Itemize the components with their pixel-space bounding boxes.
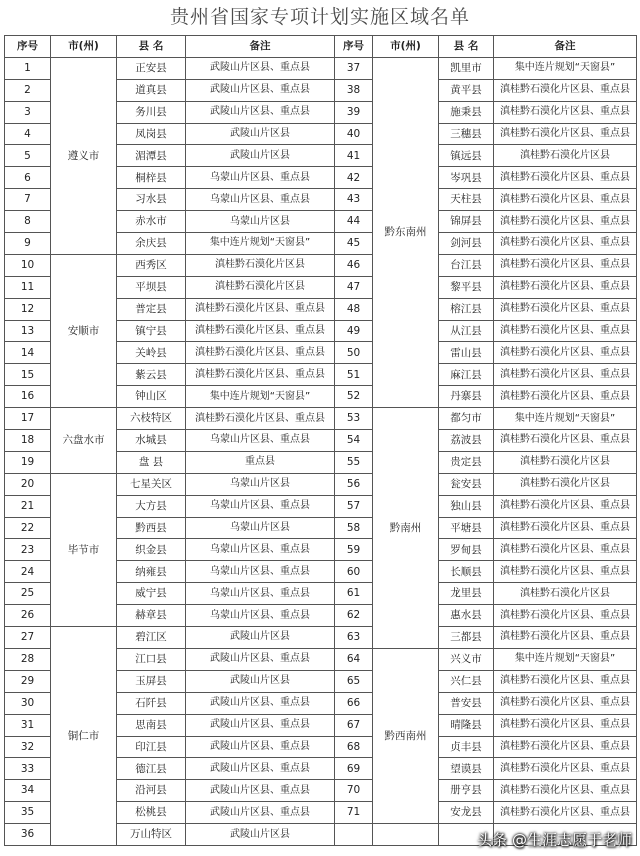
- county-cell: 紫云县: [117, 364, 186, 386]
- seq-cell: 21: [5, 495, 51, 517]
- note-cell: 滇桂黔石漠化片区县、重点县: [494, 517, 637, 539]
- county-cell: 水城县: [117, 430, 186, 452]
- county-cell: 施秉县: [439, 101, 494, 123]
- county-cell: 天柱县: [439, 189, 494, 211]
- seq-cell: 18: [5, 430, 51, 452]
- county-cell: 镇宁县: [117, 320, 186, 342]
- county-cell: 三穗县: [439, 123, 494, 145]
- seq-cell: 19: [5, 451, 51, 473]
- county-cell: 盘 县: [117, 451, 186, 473]
- county-cell: 习水县: [117, 189, 186, 211]
- seq-cell: 55: [335, 451, 373, 473]
- note-cell: 滇桂黔石漠化片区县、重点县: [494, 430, 637, 452]
- county-cell: 长顺县: [439, 561, 494, 583]
- seq-cell: 54: [335, 430, 373, 452]
- county-cell: 安龙县: [439, 802, 494, 824]
- seq-cell: 34: [5, 780, 51, 802]
- header-seq: 序号: [335, 36, 373, 58]
- seq-cell: 25: [5, 583, 51, 605]
- seq-cell: 42: [335, 167, 373, 189]
- seq-cell: 20: [5, 473, 51, 495]
- county-cell: 黔西县: [117, 517, 186, 539]
- table-row: [5, 57, 637, 79]
- seq-cell: 3: [5, 101, 51, 123]
- seq-cell: 40: [335, 123, 373, 145]
- county-cell: 关岭县: [117, 342, 186, 364]
- county-cell: 丹寨县: [439, 386, 494, 408]
- note-cell: 滇桂黔石漠化片区县、重点县: [494, 342, 637, 364]
- seq-cell: 49: [335, 320, 373, 342]
- note-cell: 滇桂黔石漠化片区县、重点县: [494, 364, 637, 386]
- county-cell: 普安县: [439, 692, 494, 714]
- county-cell: 贵定县: [439, 451, 494, 473]
- note-cell: 集中连片规划“天窗县”: [186, 386, 335, 408]
- county-cell: 普定县: [117, 298, 186, 320]
- seq-cell: 61: [335, 583, 373, 605]
- note-cell: 滇桂黔石漠化片区县、重点县: [494, 298, 637, 320]
- note-cell: 滇桂黔石漠化片区县、重点县: [494, 802, 637, 824]
- county-cell: 黎平县: [439, 276, 494, 298]
- header-county: 县 名: [117, 36, 186, 58]
- seq-cell: 36: [5, 824, 51, 846]
- county-cell: 三都县: [439, 627, 494, 649]
- county-cell: 万山特区: [117, 824, 186, 846]
- note-cell: 武陵山片区县、重点县: [186, 802, 335, 824]
- county-cell: 赤水市: [117, 211, 186, 233]
- city-cell: 遵义市: [51, 57, 117, 254]
- note-cell: 滇桂黔石漠化片区县、重点县: [494, 736, 637, 758]
- seq-cell: 44: [335, 211, 373, 233]
- county-cell: 从江县: [439, 320, 494, 342]
- table-row: [5, 627, 637, 649]
- county-cell: 七星关区: [117, 473, 186, 495]
- table-row: [5, 254, 637, 276]
- note-cell: 滇桂黔石漠化片区县、重点县: [494, 561, 637, 583]
- note-cell: 武陵山片区县、重点县: [186, 79, 335, 101]
- seq-cell: 10: [5, 254, 51, 276]
- seq-cell: 23: [5, 539, 51, 561]
- city-cell: 黔西南州: [373, 648, 439, 823]
- table-row: [5, 408, 637, 430]
- seq-cell: 64: [335, 648, 373, 670]
- note-cell: 滇桂黔石漠化片区县: [494, 473, 637, 495]
- seq-cell: 29: [5, 670, 51, 692]
- county-cell: 桐梓县: [117, 167, 186, 189]
- seq-cell: 41: [335, 145, 373, 167]
- note-cell: 集中连片规划“天窗县”: [494, 408, 637, 430]
- note-cell: 乌蒙山片区县、重点县: [186, 495, 335, 517]
- county-cell: 德江县: [117, 758, 186, 780]
- county-cell: 凯里市: [439, 57, 494, 79]
- seq-cell: 62: [335, 605, 373, 627]
- seq-cell: 38: [335, 79, 373, 101]
- note-cell: 乌蒙山片区县: [186, 517, 335, 539]
- county-cell: 榕江县: [439, 298, 494, 320]
- seq-cell: 37: [335, 57, 373, 79]
- header-city: 市(州): [373, 36, 439, 58]
- seq-cell: 51: [335, 364, 373, 386]
- seq-cell: 6: [5, 167, 51, 189]
- note-cell: 乌蒙山片区县、重点县: [186, 583, 335, 605]
- seq-cell: 24: [5, 561, 51, 583]
- note-cell: 滇桂黔石漠化片区县、重点县: [494, 123, 637, 145]
- seq-cell: 7: [5, 189, 51, 211]
- note-cell: 滇桂黔石漠化片区县、重点县: [494, 386, 637, 408]
- note-cell: 滇桂黔石漠化片区县: [186, 276, 335, 298]
- note-cell: 集中连片规划“天窗县”: [186, 233, 335, 255]
- county-cell: 龙里县: [439, 583, 494, 605]
- header-note: 备注: [186, 36, 335, 58]
- note-cell: 武陵山片区县: [186, 627, 335, 649]
- seq-cell: 1: [5, 57, 51, 79]
- note-cell: 乌蒙山片区县: [186, 473, 335, 495]
- note-cell: 滇桂黔石漠化片区县、重点县: [494, 211, 637, 233]
- note-cell: 滇桂黔石漠化片区县、重点县: [494, 254, 637, 276]
- seq-cell: 63: [335, 627, 373, 649]
- note-cell: 滇桂黔石漠化片区县、重点县: [186, 364, 335, 386]
- note-cell: 滇桂黔石漠化片区县、重点县: [494, 714, 637, 736]
- note-cell: 滇桂黔石漠化片区县、重点县: [494, 320, 637, 342]
- note-cell: 乌蒙山片区县、重点县: [186, 430, 335, 452]
- seq-cell: 48: [335, 298, 373, 320]
- seq-cell: 12: [5, 298, 51, 320]
- header-city: 市(州): [51, 36, 117, 58]
- county-cell: 沿河县: [117, 780, 186, 802]
- header-county: 县 名: [439, 36, 494, 58]
- seq-cell: 2: [5, 79, 51, 101]
- county-cell: 荔波县: [439, 430, 494, 452]
- note-cell: 滇桂黔石漠化片区县: [494, 451, 637, 473]
- county-cell: 纳雍县: [117, 561, 186, 583]
- county-cell: 余庆县: [117, 233, 186, 255]
- county-cell: 石阡县: [117, 692, 186, 714]
- table-row: [5, 473, 637, 495]
- note-cell: 滇桂黔石漠化片区县: [494, 145, 637, 167]
- seq-cell: 9: [5, 233, 51, 255]
- county-cell: 黄平县: [439, 79, 494, 101]
- note-cell: 武陵山片区县: [186, 145, 335, 167]
- seq-cell: 52: [335, 386, 373, 408]
- county-cell: 晴隆县: [439, 714, 494, 736]
- county-cell: 麻江县: [439, 364, 494, 386]
- note-cell: 乌蒙山片区县、重点县: [186, 605, 335, 627]
- county-cell: 册亨县: [439, 780, 494, 802]
- county-cell: 兴义市: [439, 648, 494, 670]
- seq-cell: 31: [5, 714, 51, 736]
- seq-cell: 4: [5, 123, 51, 145]
- seq-cell: 33: [5, 758, 51, 780]
- seq-cell: 46: [335, 254, 373, 276]
- note-cell: 乌蒙山片区县: [186, 211, 335, 233]
- county-cell: 镇远县: [439, 145, 494, 167]
- seq-cell: 56: [335, 473, 373, 495]
- note-cell: 滇桂黔石漠化片区县: [186, 254, 335, 276]
- note-cell: 集中连片规划“天窗县”: [494, 57, 637, 79]
- seq-cell: 11: [5, 276, 51, 298]
- note-cell: 滇桂黔石漠化片区县、重点县: [494, 780, 637, 802]
- city-cell: 安顺市: [51, 254, 117, 407]
- county-cell: 钟山区: [117, 386, 186, 408]
- note-cell: 武陵山片区县: [186, 824, 335, 846]
- seq-cell: 59: [335, 539, 373, 561]
- header-seq: 序号: [5, 36, 51, 58]
- county-cell: 都匀市: [439, 408, 494, 430]
- county-cell: 雷山县: [439, 342, 494, 364]
- note-cell: 滇桂黔石漠化片区县、重点县: [186, 298, 335, 320]
- note-cell: 乌蒙山片区县、重点县: [186, 539, 335, 561]
- seq-cell: 47: [335, 276, 373, 298]
- city-cell: 黔南州: [373, 408, 439, 649]
- county-cell: 玉屏县: [117, 670, 186, 692]
- seq-cell: 45: [335, 233, 373, 255]
- county-cell: 台江县: [439, 254, 494, 276]
- county-cell: 贞丰县: [439, 736, 494, 758]
- county-cell: 岑巩县: [439, 167, 494, 189]
- seq-cell: 32: [5, 736, 51, 758]
- document-title: 贵州省国家专项计划实施区域名单: [169, 6, 470, 28]
- note-cell: 滇桂黔石漠化片区县、重点县: [494, 758, 637, 780]
- county-cell: 大方县: [117, 495, 186, 517]
- county-cell: 瓮安县: [439, 473, 494, 495]
- note-cell: 武陵山片区县、重点县: [186, 57, 335, 79]
- county-cell: 碧江区: [117, 627, 186, 649]
- seq-cell: 28: [5, 648, 51, 670]
- table-header-row: [5, 36, 637, 58]
- note-cell: 武陵山片区县: [186, 670, 335, 692]
- note-cell: 滇桂黔石漠化片区县、重点县: [186, 320, 335, 342]
- seq-cell: 66: [335, 692, 373, 714]
- watermark: [477, 829, 632, 850]
- seq-cell: 8: [5, 211, 51, 233]
- seq-cell: 16: [5, 386, 51, 408]
- note-cell: 滇桂黔石漠化片区县、重点县: [494, 189, 637, 211]
- table-body: [5, 57, 637, 845]
- seq-cell: 60: [335, 561, 373, 583]
- note-cell: 滇桂黔石漠化片区县、重点县: [494, 539, 637, 561]
- seq-cell: 26: [5, 605, 51, 627]
- seq-cell: 50: [335, 342, 373, 364]
- county-cell: 松桃县: [117, 802, 186, 824]
- note-cell: 集中连片规划“天窗县”: [494, 648, 637, 670]
- note-cell: 武陵山片区县、重点县: [186, 692, 335, 714]
- seq-cell: 14: [5, 342, 51, 364]
- watermark-prefix: 头条: [476, 831, 507, 849]
- county-cell: 凤岗县: [117, 123, 186, 145]
- county-cell: 兴仁县: [439, 670, 494, 692]
- county-cell: 独山县: [439, 495, 494, 517]
- note-cell: 滇桂黔石漠化片区县、重点县: [494, 79, 637, 101]
- county-cell: 西秀区: [117, 254, 186, 276]
- note-cell: 滇桂黔石漠化片区县、重点县: [494, 276, 637, 298]
- city-cell: 六盘水市: [51, 408, 117, 474]
- note-cell: 武陵山片区县: [186, 123, 335, 145]
- note-cell: 滇桂黔石漠化片区县、重点县: [186, 342, 335, 364]
- note-cell: 武陵山片区县、重点县: [186, 758, 335, 780]
- seq-cell: 13: [5, 320, 51, 342]
- note-cell: 滇桂黔石漠化片区县、重点县: [494, 233, 637, 255]
- note-cell: 乌蒙山片区县、重点县: [186, 189, 335, 211]
- note-cell: 重点县: [186, 451, 335, 473]
- seq-cell: 67: [335, 714, 373, 736]
- county-cell: 江口县: [117, 648, 186, 670]
- city-cell: 铜仁市: [51, 627, 117, 846]
- city-cell: [373, 824, 439, 846]
- seq-cell: 22: [5, 517, 51, 539]
- city-cell: 黔东南州: [373, 57, 439, 407]
- note-cell: 滇桂黔石漠化片区县、重点县: [186, 408, 335, 430]
- seq-cell: 65: [335, 670, 373, 692]
- seq-cell: 5: [5, 145, 51, 167]
- county-cell: 湄潭县: [117, 145, 186, 167]
- note-cell: 乌蒙山片区县、重点县: [186, 167, 335, 189]
- seq-cell: 57: [335, 495, 373, 517]
- county-cell: 剑河县: [439, 233, 494, 255]
- seq-cell: 43: [335, 189, 373, 211]
- seq-cell: 58: [335, 517, 373, 539]
- seq-cell: 17: [5, 408, 51, 430]
- seq-cell: 30: [5, 692, 51, 714]
- seq-cell: 70: [335, 780, 373, 802]
- note-cell: 滇桂黔石漠化片区县、重点县: [494, 495, 637, 517]
- note-cell: 滇桂黔石漠化片区县、重点县: [494, 101, 637, 123]
- county-cell: 平坝县: [117, 276, 186, 298]
- note-cell: 滇桂黔石漠化片区县、重点县: [494, 167, 637, 189]
- note-cell: 滇桂黔石漠化片区县、重点县: [494, 627, 637, 649]
- county-cell: 正安县: [117, 57, 186, 79]
- note-cell: 滇桂黔石漠化片区县、重点县: [494, 605, 637, 627]
- note-cell: 武陵山片区县、重点县: [186, 648, 335, 670]
- county-cell: 锦屏县: [439, 211, 494, 233]
- county-cell: 务川县: [117, 101, 186, 123]
- county-cell: 织金县: [117, 539, 186, 561]
- note-cell: 武陵山片区县、重点县: [186, 101, 335, 123]
- county-cell: 罗甸县: [439, 539, 494, 561]
- region-table: [4, 35, 637, 846]
- city-cell: 毕节市: [51, 473, 117, 626]
- watermark-handle: @生涯志愿于老师: [511, 831, 632, 849]
- note-cell: 滇桂黔石漠化片区县、重点县: [494, 692, 637, 714]
- seq-cell: 53: [335, 408, 373, 430]
- seq-cell: 68: [335, 736, 373, 758]
- county-cell: 道真县: [117, 79, 186, 101]
- county-cell: 赫章县: [117, 605, 186, 627]
- county-cell: 望谟县: [439, 758, 494, 780]
- county-cell: 平塘县: [439, 517, 494, 539]
- seq-cell: 27: [5, 627, 51, 649]
- note-cell: 武陵山片区县、重点县: [186, 714, 335, 736]
- note-cell: 乌蒙山片区县、重点县: [186, 561, 335, 583]
- county-cell: 惠水县: [439, 605, 494, 627]
- seq-cell: 69: [335, 758, 373, 780]
- county-cell: 思南县: [117, 714, 186, 736]
- county-cell: 威宁县: [117, 583, 186, 605]
- seq-cell: 39: [335, 101, 373, 123]
- seq-cell: 71: [335, 802, 373, 824]
- seq-cell: 35: [5, 802, 51, 824]
- county-cell: 六枝特区: [117, 408, 186, 430]
- seq-cell: [335, 824, 373, 846]
- note-cell: 滇桂黔石漠化片区县: [494, 583, 637, 605]
- note-cell: 滇桂黔石漠化片区县、重点县: [494, 670, 637, 692]
- header-note: 备注: [494, 36, 637, 58]
- note-cell: 武陵山片区县、重点县: [186, 736, 335, 758]
- county-cell: 印江县: [117, 736, 186, 758]
- seq-cell: 15: [5, 364, 51, 386]
- note-cell: 武陵山片区县、重点县: [186, 780, 335, 802]
